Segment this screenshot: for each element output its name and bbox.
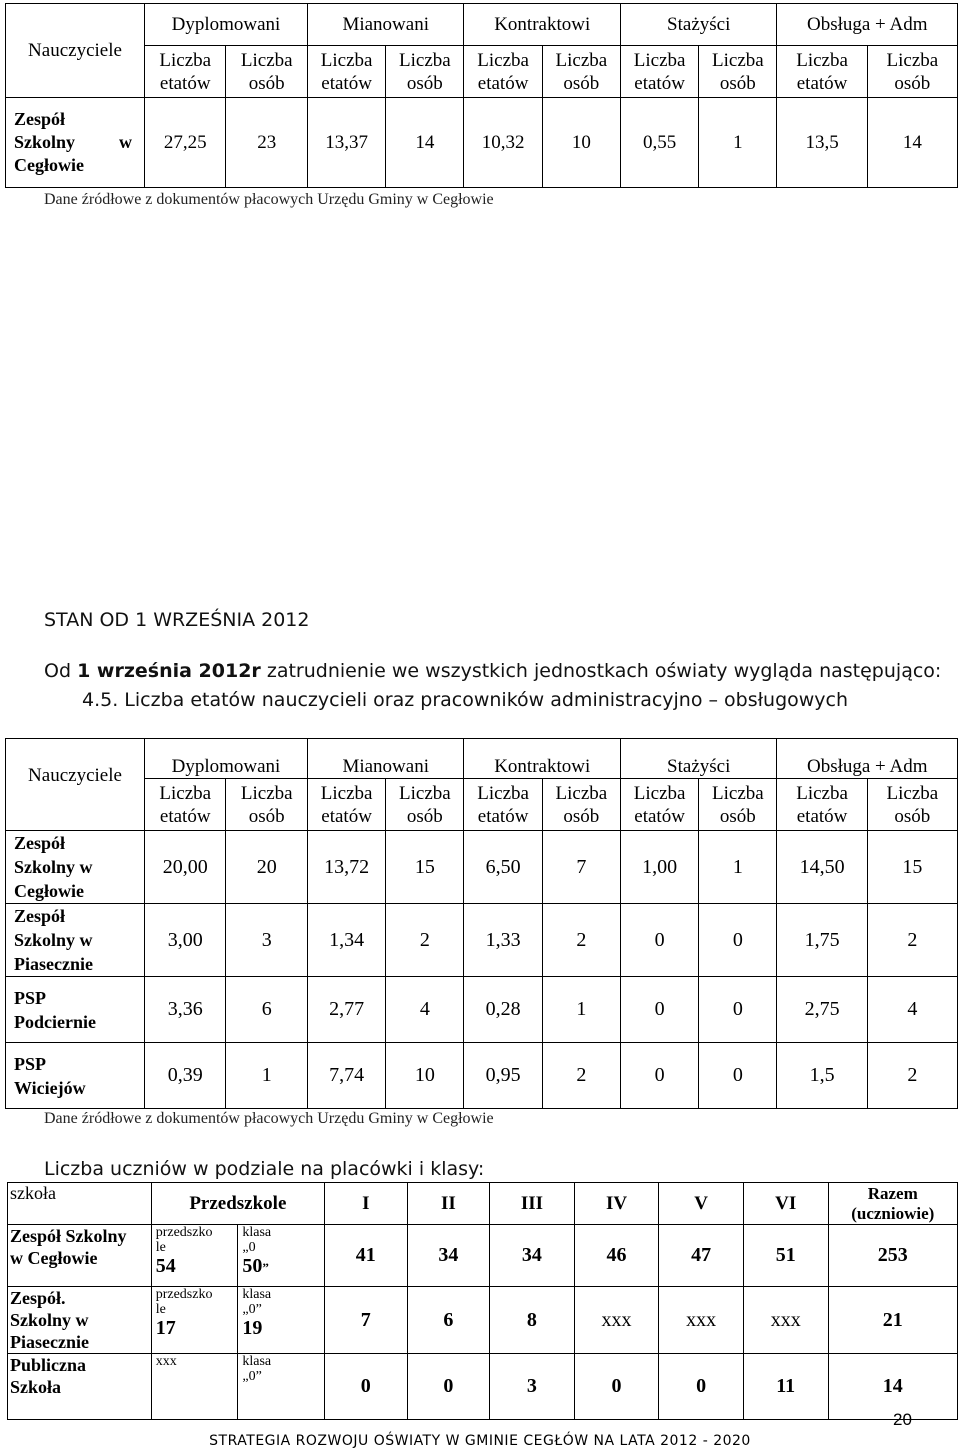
row-label: Zespół Szkolny w Piasecznie [6,904,145,977]
cell-value: xxx [574,1287,659,1354]
cell-value: 2 [867,1043,957,1109]
cell-value: 6,50 [464,831,542,904]
subheader-etatow: Liczba etatów [620,779,698,831]
subheader-etatow: Liczba etatów [307,46,385,98]
cell-value: 1 [699,98,777,188]
cell-value: xxx [659,1287,744,1354]
class0-cell: klasa „0” [238,1354,325,1420]
group-header: Dyplomowani [145,4,308,46]
subheader-osob: Liczba osób [226,46,307,98]
teachers-table-previous [5,3,958,188]
group-header: Obsługa + Adm [777,739,958,779]
cell-value: 0,95 [464,1043,542,1109]
subheader-etatow: Liczba etatów [464,46,542,98]
preschool-cell: xxx [151,1354,238,1420]
cell-value: 14,50 [777,831,867,904]
table-row [8,1287,958,1354]
students-table [7,1182,958,1420]
subheader-osob: Liczba osób [226,779,307,831]
cell-value: 34 [490,1225,575,1287]
table-row [6,831,958,904]
subheader-osob: Liczba osób [867,779,957,831]
cell-value: 13,37 [307,98,385,188]
cell-value: 7,74 [307,1043,385,1109]
cell-value: 27,25 [145,98,226,188]
cell-value: 8 [490,1287,575,1354]
cell-value: 15 [386,831,464,904]
cell-value: 6 [226,977,307,1043]
group-header: Mianowani [307,4,464,46]
cell-value: 1,00 [620,831,698,904]
cell-value: 23 [226,98,307,188]
preschool-cell: przedszko le 17 [151,1287,238,1354]
cell-value: 1,33 [464,904,542,977]
group-header: Dyplomowani [145,739,308,779]
page-number: 20 [893,1410,912,1429]
class0-cell: klasa „0 50” [238,1225,325,1287]
students-title: Liczba uczniów w podziale na placówki i klasy: [44,1158,485,1180]
cell-value: 0 [407,1354,490,1420]
column-header: Razem (uczniowie) [828,1183,958,1225]
source-note: Dane źródłowe z dokumentów płacowych Urzędu Gminy w Cegłowie [44,191,494,208]
cell-value: 6 [407,1287,490,1354]
subheader-etatow: Liczba etatów [145,779,226,831]
subheader-etatow: Liczba etatów [777,46,867,98]
table-corner-label: szkoła [8,1183,152,1225]
row-label: Zespół Szkolny w Cegłowie [6,98,145,188]
section-heading: 4.5. Liczba etatów nauczycieli oraz pracowników administracyjno – obsługowych [82,689,849,711]
cell-value: 14 [867,98,957,188]
group-header: Stażyści [620,739,777,779]
cell-value: 3,00 [145,904,226,977]
column-header: II [407,1183,490,1225]
page-footer: STRATEGIA ROZWOJU OŚWIATY W GMINIE CEGŁÓW NA LATA 2012 - 2020 [209,1433,751,1449]
cell-value: 0 [620,1043,698,1109]
cell-value: 0 [699,977,777,1043]
cell-value: 3 [226,904,307,977]
subheader-osob: Liczba osób [386,46,464,98]
cell-value: 3 [490,1354,575,1420]
row-label: Zespół Szkolny w Cegłowie [6,831,145,904]
table-corner-label: Nauczyciele [6,4,145,98]
cell-value: 0 [574,1354,659,1420]
group-header: Obsługa + Adm [777,4,958,46]
subheader-osob: Liczba osób [542,46,620,98]
intro-text: Od 1 września 2012r zatrudnienie we wszystkich jednostkach oświaty wygląda następująco: [44,660,942,682]
column-header: III [490,1183,575,1225]
cell-value: 0 [620,977,698,1043]
group-header: Kontraktowi [464,739,621,779]
cell-value: 47 [659,1225,744,1287]
teachers-table-2012 [5,738,958,1109]
cell-value: 14 [386,98,464,188]
cell-value: 1,5 [777,1043,867,1109]
subheader-etatow: Liczba etatów [145,46,226,98]
column-header: VI [743,1183,828,1225]
group-header: Kontraktowi [464,4,621,46]
cell-value: 51 [743,1225,828,1287]
group-header: Mianowani [307,739,464,779]
cell-value: 4 [386,977,464,1043]
subheader-osob: Liczba osób [542,779,620,831]
group-header: Stażyści [620,4,777,46]
cell-value: 0,55 [620,98,698,188]
row-label: PSP Podciernie [6,977,145,1043]
preschool-cell: przedszko le 54 [151,1225,238,1287]
subheader-osob: Liczba osób [699,46,777,98]
cell-value: 0 [699,1043,777,1109]
cell-value: 21 [828,1287,958,1354]
row-label: PSP Wiciejów [6,1043,145,1109]
cell-value: xxx [743,1287,828,1354]
cell-value: 4 [867,977,957,1043]
cell-value: 1,75 [777,904,867,977]
cell-value: 2 [542,904,620,977]
column-header: I [325,1183,408,1225]
subheader-osob: Liczba osób [386,779,464,831]
cell-value: 2 [386,904,464,977]
cell-value: 7 [325,1287,408,1354]
cell-value: 15 [867,831,957,904]
subheader-etatow: Liczba etatów [620,46,698,98]
cell-value: 0 [325,1354,408,1420]
cell-value: 13,72 [307,831,385,904]
table-row [8,1354,958,1420]
cell-value: 46 [574,1225,659,1287]
cell-value: 41 [325,1225,408,1287]
column-header: IV [574,1183,659,1225]
cell-value: 1,34 [307,904,385,977]
table-corner-label: Nauczyciele [6,739,145,831]
cell-value: 0 [620,904,698,977]
stan-heading: STAN OD 1 WRZEŚNIA 2012 [44,609,310,631]
subheader-etatow: Liczba etatów [777,779,867,831]
cell-value: 20,00 [145,831,226,904]
cell-value: 2 [542,1043,620,1109]
table-row [8,1225,958,1287]
cell-value: 14 [828,1354,958,1420]
subheader-etatow: Liczba etatów [464,779,542,831]
cell-value: 11 [743,1354,828,1420]
cell-value: 0 [699,904,777,977]
subheader-osob: Liczba osób [699,779,777,831]
cell-value: 0,28 [464,977,542,1043]
cell-value: 0 [659,1354,744,1420]
cell-value: 1 [542,977,620,1043]
subheader-etatow: Liczba etatów [307,779,385,831]
table-row [6,977,958,1043]
cell-value: 20 [226,831,307,904]
cell-value: 2 [867,904,957,977]
cell-value: 0,39 [145,1043,226,1109]
column-header: Przedszkole [151,1183,324,1225]
cell-value: 2,77 [307,977,385,1043]
table-row [6,904,958,977]
cell-value: 10 [386,1043,464,1109]
class0-cell: klasa „0” 19 [238,1287,325,1354]
row-label: Publiczna Szkoła [8,1354,152,1420]
cell-value: 253 [828,1225,958,1287]
cell-value: 1 [699,831,777,904]
column-header: V [659,1183,744,1225]
cell-value: 7 [542,831,620,904]
cell-value: 3,36 [145,977,226,1043]
row-label: Zespół. Szkolny w Piasecznie [8,1287,152,1354]
cell-value: 34 [407,1225,490,1287]
cell-value: 10,32 [464,98,542,188]
cell-value: 13,5 [777,98,867,188]
table-row [6,1043,958,1109]
source-note: Dane źródłowe z dokumentów płacowych Urzędu Gminy w Cegłowie [44,1110,494,1127]
subheader-osob: Liczba osób [867,46,957,98]
cell-value: 1 [226,1043,307,1109]
row-label: Zespół Szkolny w Cegłowie [8,1225,152,1287]
cell-value: 10 [542,98,620,188]
cell-value: 2,75 [777,977,867,1043]
